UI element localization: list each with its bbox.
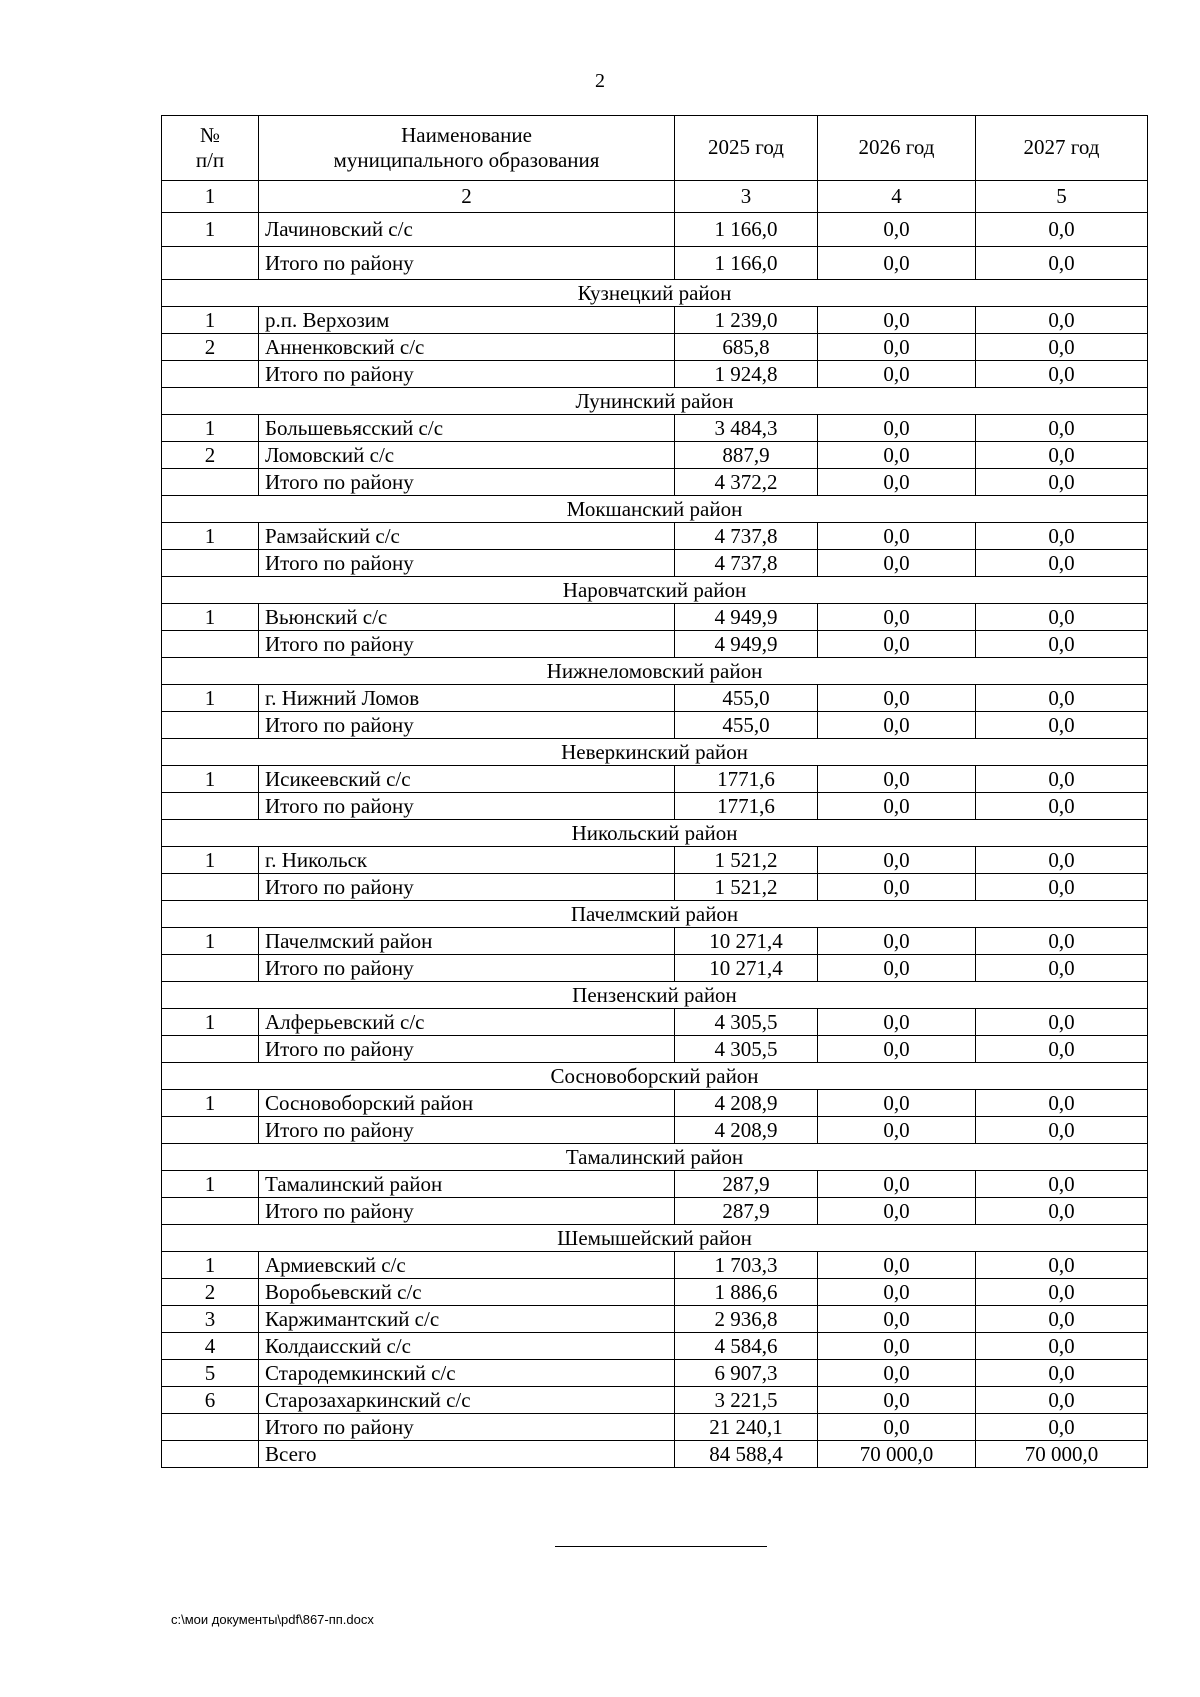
- section-row: [162, 388, 1148, 415]
- row-number: 1: [162, 1090, 259, 1117]
- table-row: [162, 442, 1148, 469]
- value-2025: 3 221,5: [675, 1387, 818, 1414]
- value-2025: 455,0: [675, 712, 818, 739]
- row-name: Итого по району: [259, 1117, 675, 1144]
- row-number: [162, 1441, 259, 1468]
- value-2027: 0,0: [976, 1252, 1148, 1279]
- value-2027: 0,0: [976, 766, 1148, 793]
- value-2027: 0,0: [976, 442, 1148, 469]
- row-name: г. Нижний Ломов: [259, 685, 675, 712]
- value-2027: 0,0: [976, 307, 1148, 334]
- row-number: [162, 955, 259, 982]
- row-name: Итого по району: [259, 247, 675, 280]
- row-name: Всего: [259, 1441, 675, 1468]
- value-2026: 0,0: [818, 1387, 976, 1414]
- column-number: 5: [976, 181, 1148, 213]
- value-2026: 0,0: [818, 1171, 976, 1198]
- value-2025: 287,9: [675, 1198, 818, 1225]
- section-title: Кузнецкий район: [162, 280, 1148, 307]
- row-number: [162, 550, 259, 577]
- value-2026: 0,0: [818, 1009, 976, 1036]
- row-name: Итого по району: [259, 712, 675, 739]
- value-2027: 0,0: [976, 604, 1148, 631]
- value-2025: 3 484,3: [675, 415, 818, 442]
- table-row: [162, 361, 1148, 388]
- value-2026: 0,0: [818, 213, 976, 247]
- table-row: [162, 1090, 1148, 1117]
- value-2026: 0,0: [818, 955, 976, 982]
- value-2025: 4 737,8: [675, 523, 818, 550]
- value-2026: 0,0: [818, 1198, 976, 1225]
- table-row: [162, 928, 1148, 955]
- row-number: [162, 1117, 259, 1144]
- value-2026: 0,0: [818, 1414, 976, 1441]
- value-2027: 0,0: [976, 213, 1148, 247]
- value-2027: 0,0: [976, 1090, 1148, 1117]
- value-2026: 0,0: [818, 550, 976, 577]
- section-row: [162, 1225, 1148, 1252]
- table-row: [162, 712, 1148, 739]
- section-title: Никольский район: [162, 820, 1148, 847]
- section-row: [162, 739, 1148, 766]
- section-title: Сосновоборский район: [162, 1063, 1148, 1090]
- section-title: Неверкинский район: [162, 739, 1148, 766]
- row-name: Итого по району: [259, 631, 675, 658]
- row-name: Стародемкинский с/с: [259, 1360, 675, 1387]
- section-title: Тамалинский район: [162, 1144, 1148, 1171]
- value-2025: 1 166,0: [675, 213, 818, 247]
- row-number: [162, 469, 259, 496]
- row-name: Армиевский с/с: [259, 1252, 675, 1279]
- value-2025: 2 936,8: [675, 1306, 818, 1333]
- value-2026: 0,0: [818, 1117, 976, 1144]
- value-2025: 4 584,6: [675, 1333, 818, 1360]
- value-2026: 0,0: [818, 712, 976, 739]
- row-number: 1: [162, 1171, 259, 1198]
- section-title: Шемышейский район: [162, 1225, 1148, 1252]
- row-name: Итого по району: [259, 1036, 675, 1063]
- column-number-row: [162, 181, 1148, 213]
- row-number: 2: [162, 334, 259, 361]
- value-2025: 1 703,3: [675, 1252, 818, 1279]
- row-number: [162, 712, 259, 739]
- value-2026: 0,0: [818, 415, 976, 442]
- row-number: [162, 361, 259, 388]
- table-row: [162, 1252, 1148, 1279]
- end-divider: [555, 1546, 767, 1547]
- value-2025: 4 305,5: [675, 1009, 818, 1036]
- section-title: Наровчатский район: [162, 577, 1148, 604]
- row-name: Итого по району: [259, 1198, 675, 1225]
- row-name: Ломовский с/с: [259, 442, 675, 469]
- value-2026: 0,0: [818, 685, 976, 712]
- value-2027: 0,0: [976, 685, 1148, 712]
- value-2025: 455,0: [675, 685, 818, 712]
- section-row: [162, 280, 1148, 307]
- row-number: 1: [162, 685, 259, 712]
- table-row: [162, 1414, 1148, 1441]
- row-name: Большевьясский с/с: [259, 415, 675, 442]
- table-row: [162, 874, 1148, 901]
- table-row: [162, 523, 1148, 550]
- value-2026: 0,0: [818, 604, 976, 631]
- row-name: Исикеевский с/с: [259, 766, 675, 793]
- row-name: Лачиновский с/с: [259, 213, 675, 247]
- row-name: Старозахаркинский с/с: [259, 1387, 675, 1414]
- column-number: 3: [675, 181, 818, 213]
- value-2026: 0,0: [818, 523, 976, 550]
- row-name: Колдаисский с/с: [259, 1333, 675, 1360]
- value-2025: 4 949,9: [675, 631, 818, 658]
- value-2025: 4 372,2: [675, 469, 818, 496]
- table-row: [162, 213, 1148, 247]
- value-2027: 0,0: [976, 469, 1148, 496]
- row-name: Анненковский с/с: [259, 334, 675, 361]
- table-row: [162, 1009, 1148, 1036]
- value-2025: 4 208,9: [675, 1090, 818, 1117]
- row-number: [162, 1036, 259, 1063]
- column-number: 2: [259, 181, 675, 213]
- value-2027: 0,0: [976, 361, 1148, 388]
- value-2027: 0,0: [976, 1009, 1148, 1036]
- allocation-table: [161, 115, 1148, 1468]
- table-row: [162, 1117, 1148, 1144]
- value-2027: 70 000,0: [976, 1441, 1148, 1468]
- row-number: 1: [162, 604, 259, 631]
- value-2025: 1 886,6: [675, 1279, 818, 1306]
- section-row: [162, 982, 1148, 1009]
- table-row: [162, 1360, 1148, 1387]
- value-2027: 0,0: [976, 1360, 1148, 1387]
- row-number: [162, 1414, 259, 1441]
- value-2026: 0,0: [818, 1306, 976, 1333]
- row-name: Итого по району: [259, 361, 675, 388]
- table-row: [162, 793, 1148, 820]
- value-2025: 4 949,9: [675, 604, 818, 631]
- row-number: 1: [162, 415, 259, 442]
- value-2027: 0,0: [976, 550, 1148, 577]
- value-2027: 0,0: [976, 334, 1148, 361]
- table-row: [162, 1387, 1148, 1414]
- page-number: 2: [595, 70, 605, 92]
- value-2025: 21 240,1: [675, 1414, 818, 1441]
- table-row: [162, 1306, 1148, 1333]
- row-name: Итого по району: [259, 793, 675, 820]
- value-2026: 0,0: [818, 766, 976, 793]
- section-row: [162, 577, 1148, 604]
- value-2027: 0,0: [976, 1117, 1148, 1144]
- row-number: 1: [162, 928, 259, 955]
- section-title: Лунинский район: [162, 388, 1148, 415]
- column-number: 1: [162, 181, 259, 213]
- row-name: Рамзайский с/с: [259, 523, 675, 550]
- table-row: [162, 415, 1148, 442]
- row-number: 2: [162, 1279, 259, 1306]
- file-path: c:\мои документы\pdf\867-пп.docx: [171, 1612, 374, 1627]
- section-row: [162, 1144, 1148, 1171]
- table-row: [162, 685, 1148, 712]
- row-number: 1: [162, 213, 259, 247]
- section-row: [162, 1063, 1148, 1090]
- value-2026: 70 000,0: [818, 1441, 976, 1468]
- section-row: [162, 820, 1148, 847]
- row-name: Алферьевский с/с: [259, 1009, 675, 1036]
- value-2027: 0,0: [976, 1279, 1148, 1306]
- row-name: р.п. Верхозим: [259, 307, 675, 334]
- table-row: [162, 1198, 1148, 1225]
- value-2026: 0,0: [818, 793, 976, 820]
- row-name: Итого по району: [259, 550, 675, 577]
- value-2027: 0,0: [976, 1198, 1148, 1225]
- value-2025: 84 588,4: [675, 1441, 818, 1468]
- table-row: [162, 631, 1148, 658]
- row-number: 1: [162, 766, 259, 793]
- section-row: [162, 496, 1148, 523]
- table-row: [162, 1036, 1148, 1063]
- row-number: 4: [162, 1333, 259, 1360]
- value-2026: 0,0: [818, 847, 976, 874]
- value-2027: 0,0: [976, 793, 1148, 820]
- value-2027: 0,0: [976, 847, 1148, 874]
- value-2027: 0,0: [976, 1333, 1148, 1360]
- table-row: [162, 766, 1148, 793]
- section-title: Пензенский район: [162, 982, 1148, 1009]
- value-2027: 0,0: [976, 631, 1148, 658]
- row-number: [162, 631, 259, 658]
- value-2027: 0,0: [976, 1036, 1148, 1063]
- value-2027: 0,0: [976, 523, 1148, 550]
- row-number: [162, 247, 259, 280]
- value-2026: 0,0: [818, 874, 976, 901]
- value-2025: 10 271,4: [675, 955, 818, 982]
- value-2025: 1771,6: [675, 766, 818, 793]
- value-2025: 4 208,9: [675, 1117, 818, 1144]
- section-title: Нижнеломовский район: [162, 658, 1148, 685]
- row-number: 5: [162, 1360, 259, 1387]
- table-row: [162, 847, 1148, 874]
- value-2026: 0,0: [818, 1279, 976, 1306]
- table-row: [162, 469, 1148, 496]
- value-2025: 1 521,2: [675, 847, 818, 874]
- value-2026: 0,0: [818, 469, 976, 496]
- row-name: Итого по району: [259, 1414, 675, 1441]
- row-number: 1: [162, 1252, 259, 1279]
- value-2027: 0,0: [976, 712, 1148, 739]
- row-number: [162, 793, 259, 820]
- row-number: 1: [162, 307, 259, 334]
- row-number: 2: [162, 442, 259, 469]
- value-2026: 0,0: [818, 442, 976, 469]
- value-2025: 287,9: [675, 1171, 818, 1198]
- value-2027: 0,0: [976, 415, 1148, 442]
- row-number: 1: [162, 1009, 259, 1036]
- value-2025: 685,8: [675, 334, 818, 361]
- column-number: 4: [818, 181, 976, 213]
- value-2027: 0,0: [976, 247, 1148, 280]
- value-2026: 0,0: [818, 928, 976, 955]
- value-2027: 0,0: [976, 1306, 1148, 1333]
- table-row: [162, 955, 1148, 982]
- row-name: Пачелмский район: [259, 928, 675, 955]
- value-2025: 1 166,0: [675, 247, 818, 280]
- value-2027: 0,0: [976, 1414, 1148, 1441]
- value-2026: 0,0: [818, 361, 976, 388]
- row-name: Итого по району: [259, 874, 675, 901]
- value-2027: 0,0: [976, 928, 1148, 955]
- value-2025: 4 305,5: [675, 1036, 818, 1063]
- header-2025: 2025 год: [675, 116, 818, 181]
- section-row: [162, 901, 1148, 928]
- value-2025: 10 271,4: [675, 928, 818, 955]
- section-title: Мокшанский район: [162, 496, 1148, 523]
- row-name: Каржимантский с/с: [259, 1306, 675, 1333]
- header-name: Наименование муниципального образования: [259, 116, 675, 181]
- value-2026: 0,0: [818, 334, 976, 361]
- table-row: [162, 1171, 1148, 1198]
- row-number: 6: [162, 1387, 259, 1414]
- table-row: [162, 1279, 1148, 1306]
- value-2027: 0,0: [976, 955, 1148, 982]
- row-number: 1: [162, 523, 259, 550]
- value-2025: 6 907,3: [675, 1360, 818, 1387]
- row-number: [162, 874, 259, 901]
- value-2026: 0,0: [818, 307, 976, 334]
- section-title: Пачелмский район: [162, 901, 1148, 928]
- header-2026: 2026 год: [818, 116, 976, 181]
- table-row: [162, 247, 1148, 280]
- value-2025: 1771,6: [675, 793, 818, 820]
- value-2026: 0,0: [818, 1252, 976, 1279]
- header-number: № п/п: [162, 116, 259, 181]
- value-2026: 0,0: [818, 1036, 976, 1063]
- table-row: [162, 550, 1148, 577]
- table-row: [162, 1333, 1148, 1360]
- row-name: Сосновоборский район: [259, 1090, 675, 1117]
- table-row: [162, 604, 1148, 631]
- row-number: 3: [162, 1306, 259, 1333]
- value-2026: 0,0: [818, 247, 976, 280]
- row-name: Воробьевский с/с: [259, 1279, 675, 1306]
- value-2025: 1 521,2: [675, 874, 818, 901]
- value-2027: 0,0: [976, 1171, 1148, 1198]
- value-2027: 0,0: [976, 1387, 1148, 1414]
- row-number: 1: [162, 847, 259, 874]
- table-row: [162, 1441, 1148, 1468]
- table-header-row: [162, 116, 1148, 181]
- value-2026: 0,0: [818, 1090, 976, 1117]
- value-2026: 0,0: [818, 631, 976, 658]
- value-2027: 0,0: [976, 874, 1148, 901]
- table-row: [162, 307, 1148, 334]
- value-2026: 0,0: [818, 1360, 976, 1387]
- row-name: Вьюнский с/с: [259, 604, 675, 631]
- value-2025: 4 737,8: [675, 550, 818, 577]
- row-name: Итого по району: [259, 955, 675, 982]
- row-name: г. Никольск: [259, 847, 675, 874]
- section-row: [162, 658, 1148, 685]
- value-2026: 0,0: [818, 1333, 976, 1360]
- row-name: Тамалинский район: [259, 1171, 675, 1198]
- table-row: [162, 334, 1148, 361]
- row-number: [162, 1198, 259, 1225]
- header-2027: 2027 год: [976, 116, 1148, 181]
- value-2025: 1 239,0: [675, 307, 818, 334]
- row-name: Итого по району: [259, 469, 675, 496]
- value-2025: 887,9: [675, 442, 818, 469]
- value-2025: 1 924,8: [675, 361, 818, 388]
